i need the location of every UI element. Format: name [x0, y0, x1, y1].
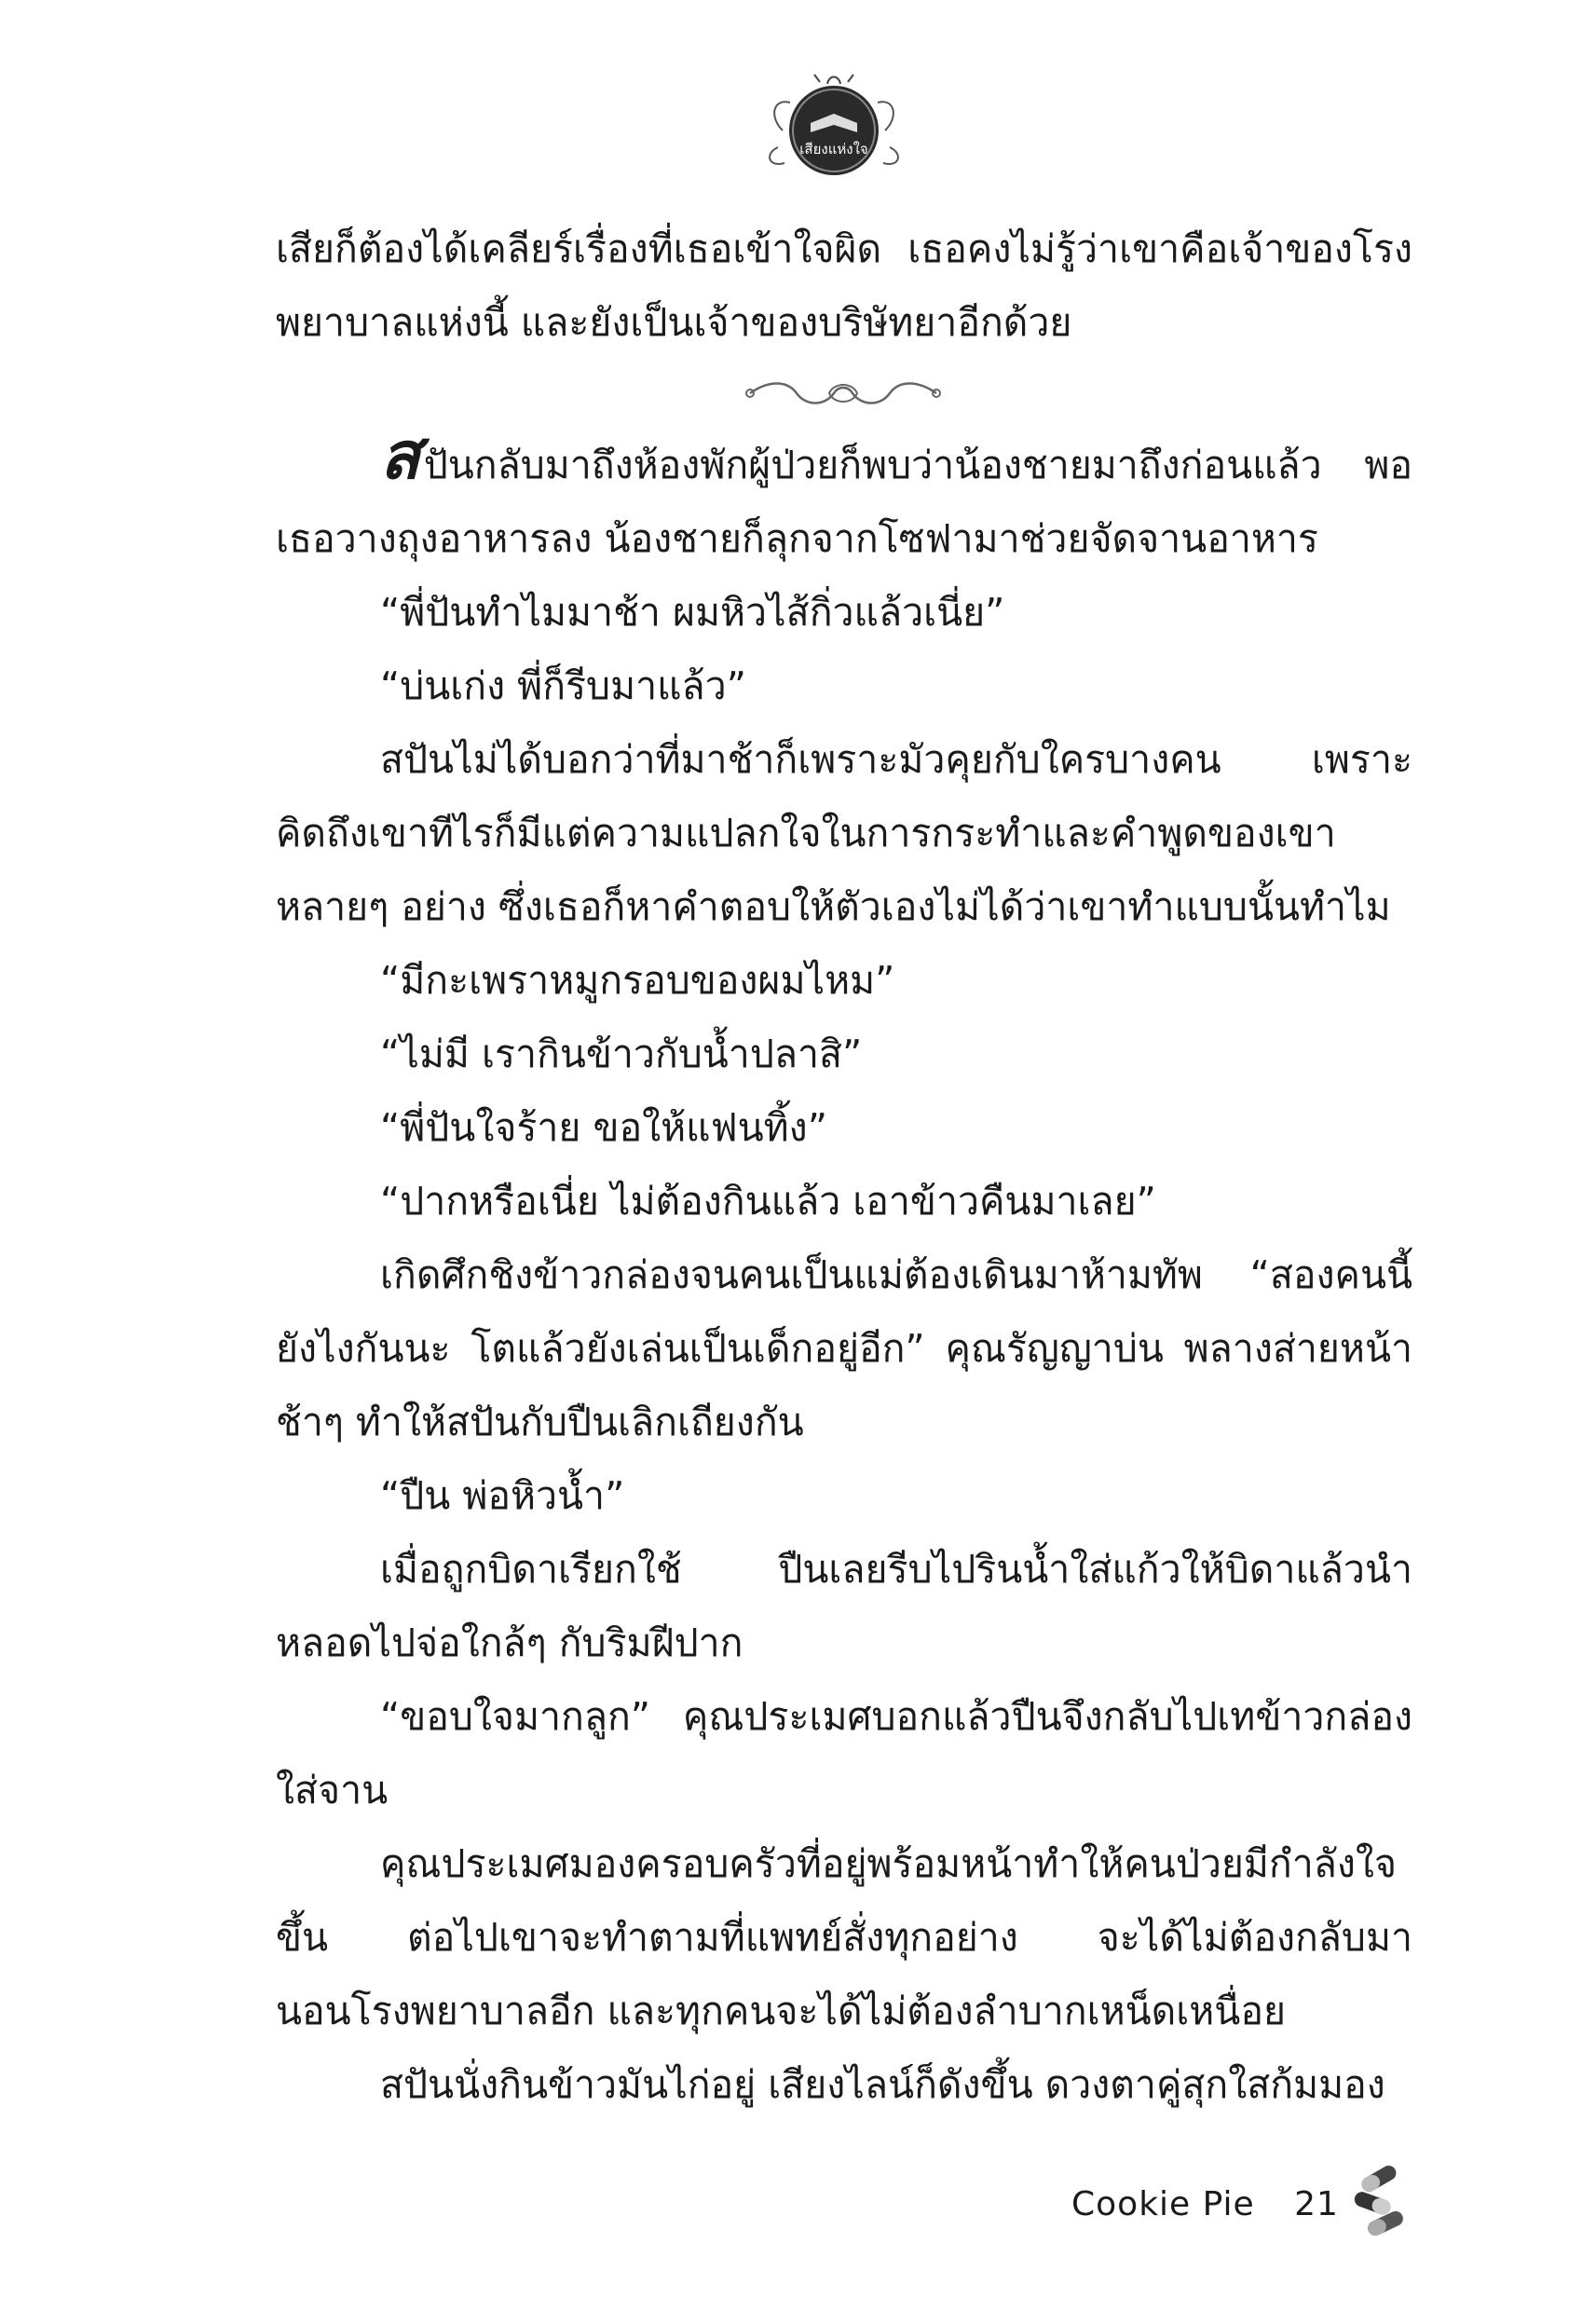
paragraph: “พี่ปันทำไมมาช้า ผมหิวไส้กิ่วแล้วเนี่ย” [380, 590, 1005, 635]
paragraph-continuation: เสียก็ต้องได้เคลียร์เรื่องที่เธอเข้าใจผิด เธอคงไม่รู้ว่าเขาคือเจ้าของโรงพยาบาลแห่งนี้ และยังเป็นเจ้าของบริษัทยาอีกด้วย [276, 226, 1412, 345]
logo-text: เสียงแห่งใจ [799, 141, 868, 157]
page-number: 21 [1294, 2185, 1339, 2223]
paragraph: “ขอบใจมากลูก” คุณประเมศบอกแล้วปืนจึงกลับไปเทข้าวกล่องใส่จาน [276, 1694, 1412, 1812]
paragraph: “ปากหรือเนี่ย ไม่ต้องกินแล้ว เอาข้าวคืนมาเลย” [380, 1179, 1156, 1224]
pills-icon [1346, 2162, 1412, 2236]
paragraph: เกิดศึกชิงข้าวกล่องจนคนเป็นแม่ต้องเดินมาห้ามทัพ “สองคนนี้ยังไงกันนะ โตแล้วยังเล่นเป็นเด็กอยู่อีก” คุณรัญญาบ่น พลางส่ายหน้าช้าๆ ทำให้สปันกับปืนเลิกเถียงกัน [276, 1252, 1412, 1444]
series-name: Cookie Pie [1071, 2185, 1255, 2223]
drop-cap: ส [380, 417, 420, 494]
paragraph: คุณประเมศมองครอบครัวที่อยู่พร้อมหน้าทำให้คนป่วยมีกำลังใจขึ้น ต่อไปเขาจะทำตามที่แพทย์สั่งทุกอย่าง จะได้ไม่ต้องกลับมานอนโรงพยาบาลอีก และทุกคนจะได้ไม่ต้องลำบากเหน็ดเหนื่อย [276, 1841, 1412, 2033]
paragraph: “บ่นเก่ง พี่ก็รีบมาแล้ว” [380, 663, 746, 708]
paragraph: “มีกะเพราหมูกรอบของผมไหม” [380, 958, 895, 1003]
paragraph: “ไม่มี เรากินข้าวกับน้ำปลาสิ” [380, 1032, 863, 1076]
paragraph: เมื่อถูกบิดาเรียกใช้ ปืนเลยรีบไปรินน้ำใส่แก้วให้บิดาแล้วนำหลอดไปจ่อใกล้ๆ กับริมฝีปาก [276, 1547, 1412, 1665]
publisher-logo-icon [764, 65, 904, 186]
paragraph: “ปืน พ่อหิวน้ำ” [380, 1473, 625, 1518]
top-text-block [276, 212, 1412, 360]
paragraph: “พี่ปันใจร้าย ขอให้แฟนทิ้ง” [380, 1105, 827, 1150]
paragraph: สปันไม่ได้บอกว่าที่มาช้าก็เพราะมัวคุยกับใครบางคน เพราะคิดถึงเขาทีไรก็มีแต่ความแปลกใจในการกระทำและคำพูดของเขาหลายๆ อย่าง ซึ่งเธอก็หาคำตอบให้ตัวเองไม่ได้ว่าเขาทำแบบนั้นทำไม [276, 737, 1412, 929]
opening-paragraph-text: ปันกลับมาถึงห้องพักผู้ป่วยก็พบว่าน้องชายมาถึงก่อนแล้ว พอเธอวางถุงอาหารลง น้องชายก็ลุกจากโซฟามาช่วยจัดจานอาหาร [276, 443, 1412, 561]
ornament-divider-icon [741, 373, 946, 414]
paragraph: สปันนั่งกินข้าวมันไก่อยู่ เสียงไลน์ก็ดังขึ้น ดวงตาคู่สุกใสก้มมอง [380, 2062, 1385, 2107]
main-text-block [276, 417, 1412, 2122]
opening-paragraph [276, 417, 1412, 576]
page-footer [1071, 2185, 1367, 2223]
